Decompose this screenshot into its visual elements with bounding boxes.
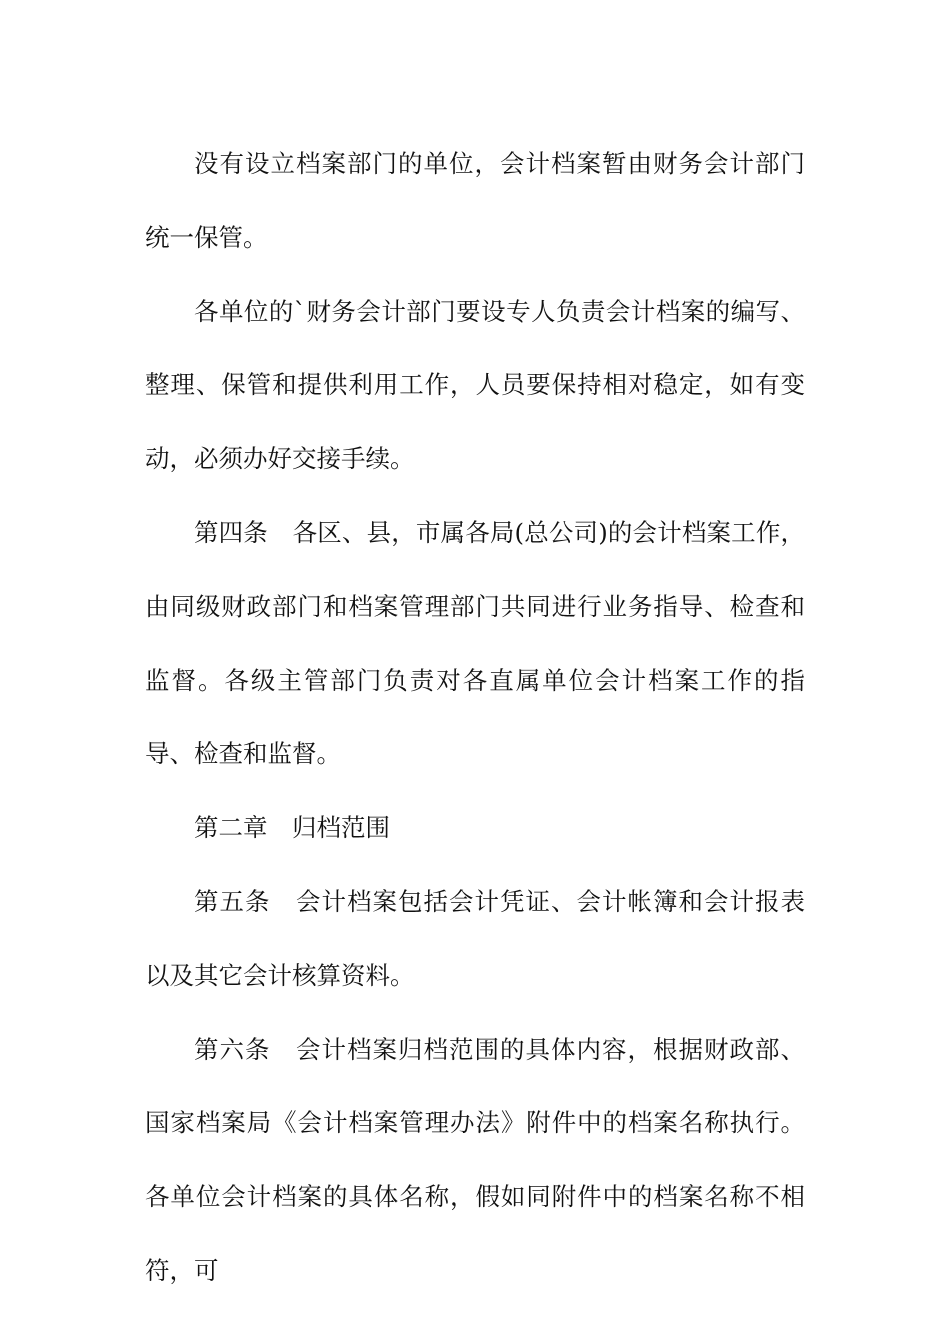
paragraph-dedicated-staff: 各单位的`财务会计部门要设专人负责会计档案的编写、整理、保管和提供利用工作，人员要保持相对稳定，如有变动，必须办好交接手续。 (145, 296, 805, 474)
paragraph-archive-custody: 没有设立档案部门的单位，会计档案暂由财务会计部门统一保管。 (145, 149, 805, 252)
paragraph-article-5: 第五条 会计档案包括会计凭证、会计帐簿和会计报表以及其它会计核算资料。 (145, 886, 805, 990)
paragraph-article-4: 第四条 各区、县，市属各局(总公司)的会计档案工作，由同级财政部门和档案管理部门共同进行业务指导、检查和监督。各级主管部门负责对各直属单位会计档案工作的指导、检查和监督。 (145, 517, 805, 769)
chapter-heading-2: 第二章 归档范围 (194, 813, 390, 843)
paragraph-article-6: 第六条 会计档案归档范围的具体内容，根据财政部、国家档案局《会计档案管理办法》附件中的档案名称执行。各单位会计档案的具体名称，假如同附件中的档案名称不相符，可 (145, 1034, 805, 1285)
document-body (145, 127, 805, 1308)
